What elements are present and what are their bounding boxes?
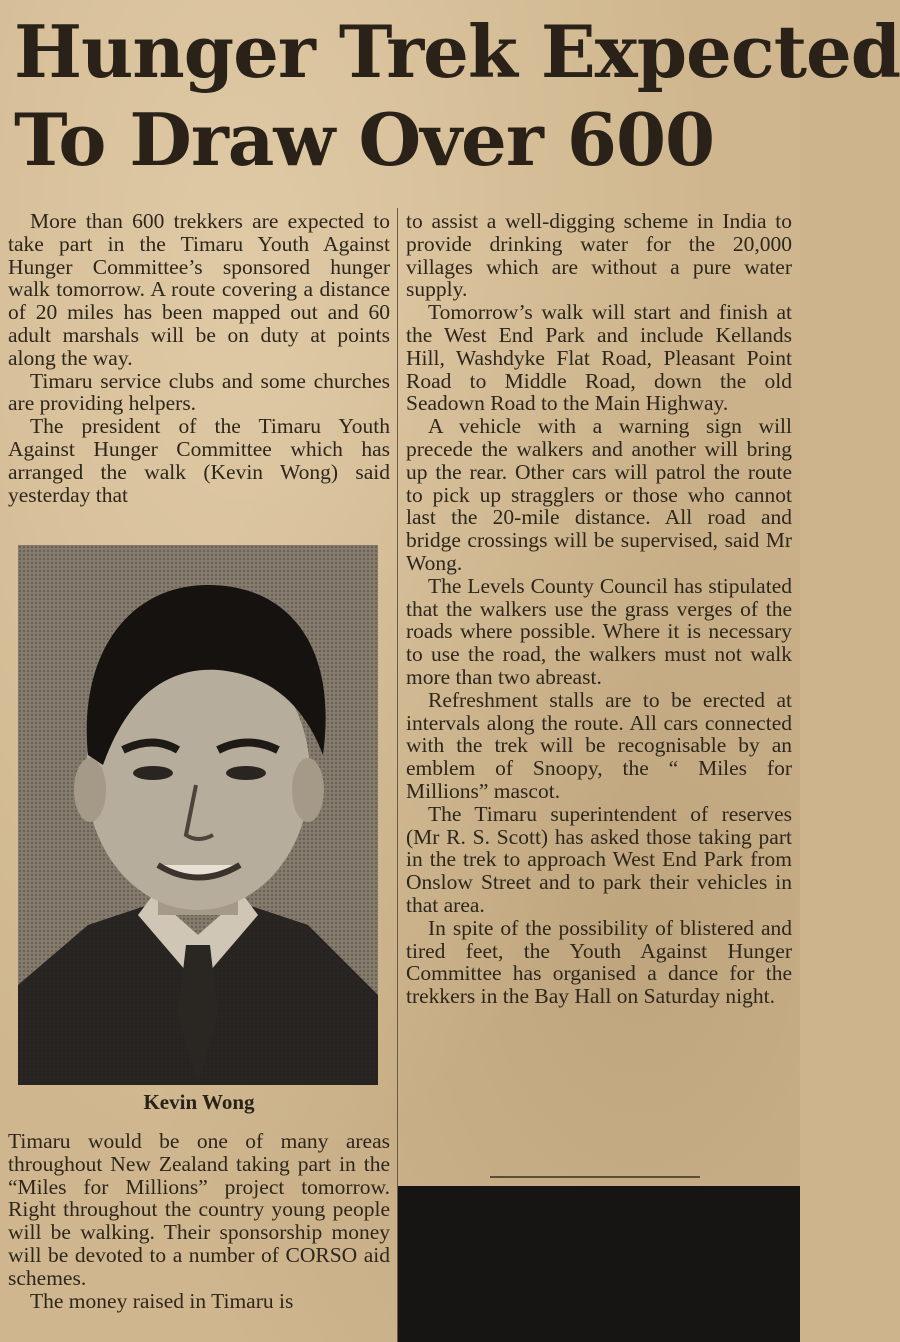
paragraph: In spite of the possibility of blistered and tired feet, the Youth Against Hunger Committee has organised a dance for the trekkers in the Bay Hall on Saturday night. [406, 915, 792, 1009]
paragraph: More than 600 trekkers are expected to take part in the Timaru Youth Against Hunger Committee’s sponsored hunger walk tomorrow. A route covering a distance of 20 miles has been mapped out and 60 adult marshals will be on duty at points along the way. [8, 209, 390, 370]
paragraph: Refreshment stalls are to be erected at intervals along the route. All cars connected with the trek will be recognisable by an emblem of Snoopy, the “ Miles for Millions” mascot. [406, 687, 792, 803]
dark-backing-area [398, 1186, 800, 1342]
column-divider [397, 208, 398, 1342]
article-end-rule [490, 1176, 700, 1178]
paragraph: A vehicle with a warning sign will precede the walkers and another will bring up the rear. Other cars will patrol the route to pick up stragglers or those who cannot last the 20-mile distance. All road and bridge crossings will be supervised, said Mr Wong. [406, 414, 792, 575]
left-column-bottom [8, 1130, 390, 1312]
paragraph: The money raised in Timaru is [30, 1288, 294, 1313]
portrait-photo [18, 545, 378, 1085]
headline [14, 8, 900, 184]
right-column [406, 210, 792, 1008]
headline-line-1: Hunger Trek Expected [14, 9, 900, 94]
paragraph: The Timaru superintendent of reserves (Mr R. S. Scott) has asked those taking part in the trek to approach West End Park from Onslow Street and to park their vehicles in that area. [406, 801, 792, 917]
portrait-illustration [18, 545, 378, 1085]
headline-line-2: To Draw Over 600 [14, 97, 715, 182]
paragraph: to assist a well-digging scheme in India to provide drinking water for the 20,000 villages which are without a pure water supply. [406, 209, 792, 302]
paragraph: Timaru would be one of many areas throughout New Zealand taking part in the “Miles for Millions” project tomorrow. Right throughout the country young people will be walking. Their sponsorship money will be devoted to a number of CORSO aid schemes. [8, 1129, 390, 1290]
photo-caption: Kevin Wong [143, 1090, 255, 1114]
left-column-top [8, 210, 390, 506]
paragraph: Timaru service clubs and some churches are providing helpers. [8, 368, 390, 416]
paragraph: Tomorrow’s walk will start and finish at the West End Park and include Kellands Hill, Washdyke Flat Road, Pleasant Point Road to Middle Road, down the old Seadown Road to the Main Highway. [406, 300, 792, 416]
paragraph: The Levels County Council has stipulated that the walkers use the grass verges of the roads where possible. Where it is necessary to use the road, the walkers must not walk more than two abreast. [406, 573, 792, 689]
paragraph: The president of the Timaru Youth Against Hunger Committee which has arranged the walk (Kevin Wong) said yesterday that [8, 414, 390, 507]
